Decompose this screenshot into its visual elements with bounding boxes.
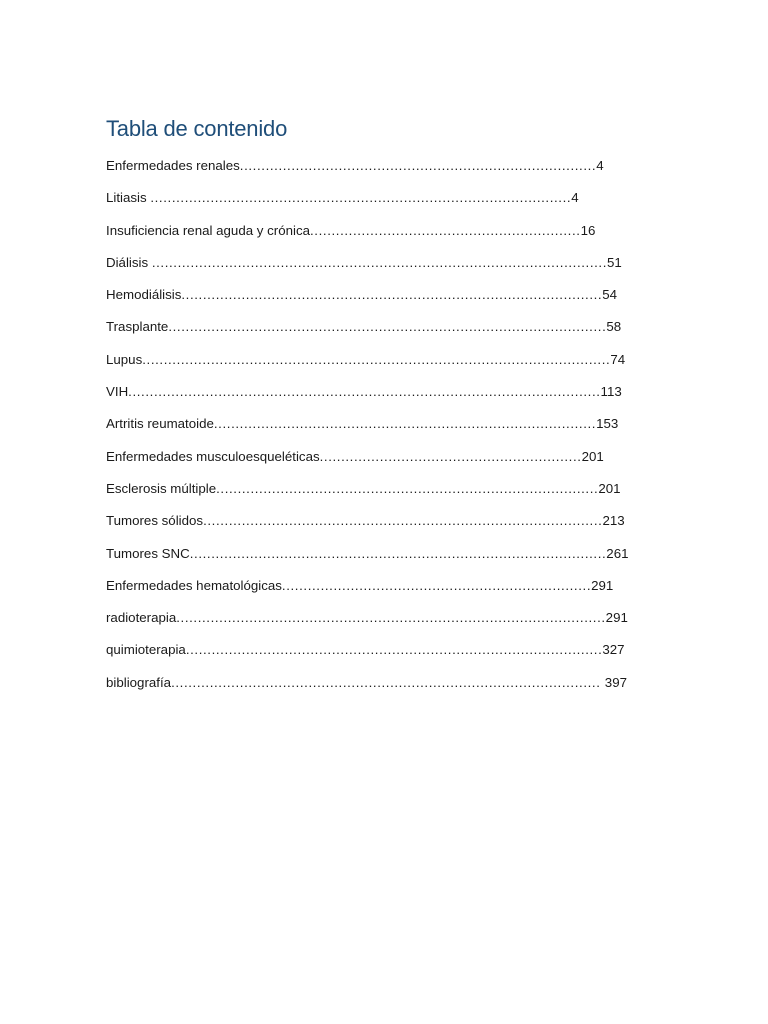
- toc-entry-lupus[interactable]: [106, 350, 646, 382]
- toc-entry-label: Lupus: [106, 351, 143, 367]
- toc-entry-label: Esclerosis múltiple: [106, 480, 217, 496]
- toc-entry-label: VIH: [106, 384, 129, 400]
- toc-dot-leader: ..........................................................................................................: [151, 254, 608, 270]
- toc-dot-leader: .............................................................................................: [203, 513, 603, 529]
- toc-entry-label: Litiasis: [106, 190, 151, 206]
- toc-entry-label: bibliografía: [106, 674, 172, 690]
- toc-entry-litiasis[interactable]: [106, 188, 646, 220]
- toc-page-number: 291: [605, 610, 628, 626]
- toc-entry-enfermedades-renales[interactable]: [106, 156, 646, 188]
- toc-entry-label: Insuficiencia renal aguda y crónica: [106, 222, 311, 238]
- toc-page-number: 397: [604, 674, 627, 690]
- toc-dot-leader: .............................................................: [319, 448, 582, 464]
- toc-dot-leader: .................................................................................................: [185, 642, 603, 658]
- toc-dot-leader: .........................................................................................: [216, 480, 599, 496]
- toc-dot-leader: .........................................................................................: [213, 416, 597, 432]
- toc-dot-leader: ..............................................................................................................: [128, 384, 601, 400]
- toc-entry-label: Artritis reumatoide: [106, 416, 214, 432]
- toc-page-number: 327: [602, 642, 625, 658]
- toc-page-number: 4: [571, 190, 579, 206]
- toc-entry-tumores-solidos[interactable]: [106, 511, 646, 543]
- toc-entry-label: Enfermedades hematológicas: [106, 577, 282, 593]
- toc-page-number: 201: [598, 480, 621, 496]
- toc-page-number: 261: [606, 545, 629, 561]
- toc-list: [106, 156, 646, 705]
- toc-entry-trasplante[interactable]: [106, 317, 646, 349]
- toc-page-number: 74: [610, 351, 626, 367]
- toc-entry-label: Hemodiálisis: [106, 287, 182, 303]
- toc-page-number: 4: [596, 158, 604, 173]
- toc-entry-artritis-reumatoide[interactable]: [106, 414, 646, 446]
- toc-entry-esclerosis-multiple[interactable]: [106, 479, 646, 511]
- toc-dot-leader: .................................................................................................: [189, 545, 607, 561]
- toc-dot-leader: ....................................................................................................: [176, 610, 606, 626]
- toc-dot-leader: .............................................................................................................: [142, 351, 611, 367]
- toc-dot-leader: ....................................................................................................: [171, 674, 605, 690]
- toc-entry-vih[interactable]: [106, 382, 646, 414]
- toc-entry-hemodialisis[interactable]: [106, 285, 646, 317]
- toc-dot-leader: ...............................................................: [310, 222, 581, 238]
- toc-dot-leader: ......................................................................................................: [168, 319, 607, 335]
- toc-entry-insuficiencia-renal[interactable]: [106, 221, 646, 253]
- toc-page-number: 201: [581, 448, 604, 464]
- toc-entry-label: Tumores SNC: [106, 545, 190, 561]
- toc-entry-label: Diálisis: [106, 254, 152, 270]
- toc-dot-leader: ........................................................................: [281, 577, 592, 593]
- toc-entry-label: Enfermedades musculoesqueléticas: [106, 448, 320, 464]
- toc-entry-tumores-snc[interactable]: [106, 544, 646, 576]
- toc-dot-leader: ...................................................................................: [239, 158, 597, 173]
- toc-page-number: 213: [602, 513, 625, 529]
- toc-page-number: 291: [591, 577, 614, 593]
- toc-page-number: 113: [600, 384, 622, 400]
- toc-title: Tabla de contenido: [106, 116, 288, 141]
- toc-page-number: 16: [580, 222, 596, 238]
- toc-page-number: 153: [596, 416, 619, 432]
- toc-entry-quimioterapia[interactable]: [106, 640, 646, 672]
- toc-entry-enfermedades-musculoesqueleticas[interactable]: [106, 447, 646, 479]
- toc-dot-leader: ..................................................................................................: [181, 287, 603, 303]
- toc-entry-label: Trasplante: [106, 319, 169, 335]
- toc-entry-label: Tumores sólidos: [106, 513, 204, 529]
- toc-entry-radioterapia[interactable]: [106, 608, 646, 640]
- toc-page-number: 51: [607, 254, 622, 270]
- toc-entry-label: radioterapia: [106, 610, 177, 626]
- toc-page-number: 58: [606, 319, 622, 335]
- toc-entry-bibliografia[interactable]: [106, 673, 646, 705]
- toc-entry-label: quimioterapia: [106, 642, 186, 658]
- toc-entry-dialisis[interactable]: [106, 253, 646, 285]
- toc-entry-enfermedades-hematologicas[interactable]: [106, 576, 646, 608]
- toc-dot-leader: ..................................................................................................: [150, 190, 572, 206]
- toc-entry-label: Enfermedades renales: [106, 158, 240, 173]
- toc-page-number: 54: [602, 287, 618, 303]
